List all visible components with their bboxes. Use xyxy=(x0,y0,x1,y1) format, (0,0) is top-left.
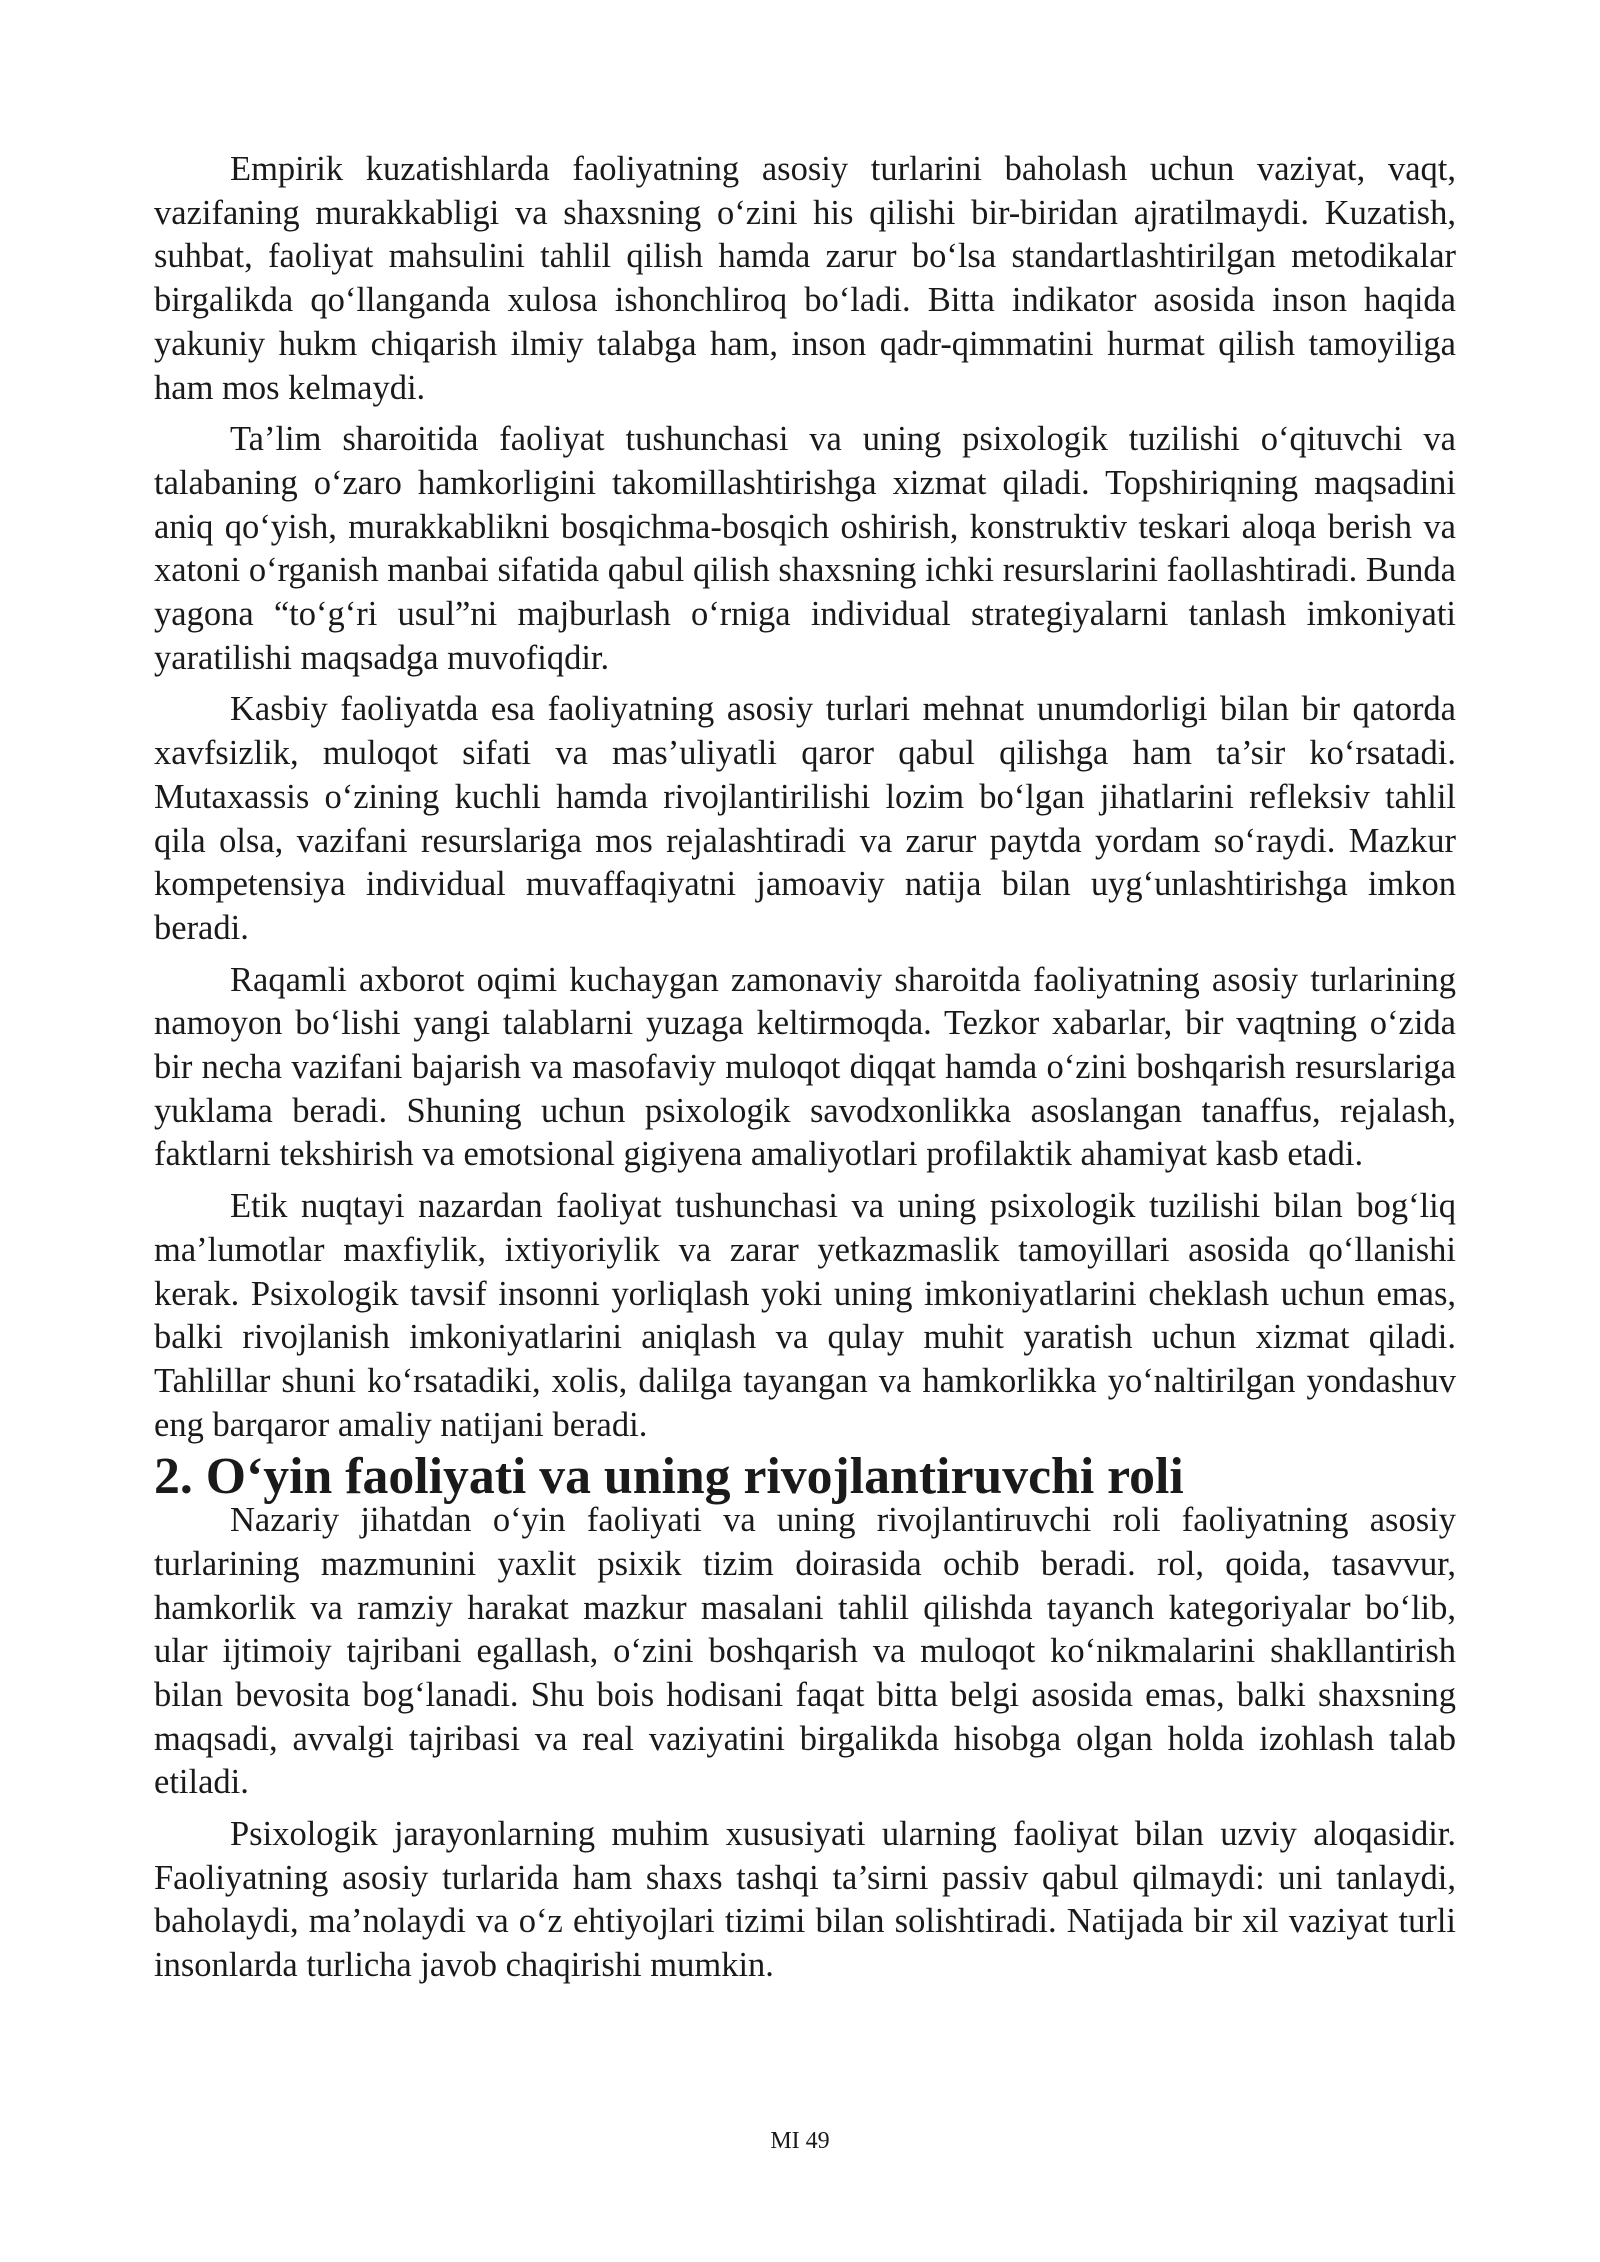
paragraph-ethics: Etik nuqtayi nazardan faoliyat tushunchasi va uning psixologik tuzilishi bilan bog‘liq ma’lumotlar maxfiylik, ixtiyoriylik va zarar yetkazmaslik tamoyillari asosida qo‘llanishi kerak. Psixologik tavsif insonni yorliqlash yoki uning imkoniyatlarini cheklash uchun emas, balki rivojlanish imkoniyatlarini aniqlash va qulay muhit yaratish uchun xizmat qiladi. Tahlillar shuni ko‘rsatadiki, xolis, dalilga tayangan va hamkorlikka yo‘naltirilgan yondashuv eng barqaror amaliy natijani beradi. xyxy=(154,1187,1456,1444)
page-number: MI 49 xyxy=(770,2128,830,2154)
page-body xyxy=(154,148,1456,1996)
paragraph-play-theory: Nazariy jihatdan o‘yin faoliyati va uning rivojlantiruvchi roli faoliyatning asosiy turlarining mazmunini yaxlit psixik tizim doirasida ochib beradi. rol, qoida, tasavvur, hamkorlik va ramziy harakat mazkur masalani tahlil qilishda tayanch kategoriyalar bo‘lib, ular ijtimoiy tajribani egallash, o‘zini boshqarish va muloqot ko‘nikmalarini shakllantirish bilan bevosita bog‘lanadi. Shu bois hodisani faqat bitta belgi asosida emas, balki shaxsning maqsadi, avvalgi tajribasi va real vaziyatini birgalikda hisobga olgan holda izohlash talab etiladi. xyxy=(154,1501,1456,1802)
paragraph-education-context: Ta’lim sharoitida faoliyat tushunchasi va uning psixologik tuzilishi o‘qituvchi va talabaning o‘zaro hamkorligini takomillashtirishga xizmat qiladi. Topshiriqning maqsadini aniq qo‘yish, murakkablikni bosqichma-bosqich oshirish, konstruktiv teskari aloqa berish va xatoni o‘rganish manbai sifatida qabul qilish shaxsning ichki resurslarini faollashtiradi. Bunda yagona “to‘g‘ri usul”ni majburlash o‘rniga individual strategiyalarni tanlash imkoniyati yaratilishi maqsadga muvofiqdir. xyxy=(154,420,1456,677)
paragraph-empirical-observation: Empirik kuzatishlarda faoliyatning asosiy turlarini baholash uchun vaziyat, vaqt, vazifaning murakkabligi va shaxsning o‘zini his qilishi bir-biridan ajratilmaydi. Kuzatish, suhbat, faoliyat mahsulini tahlil qilish hamda zarur bo‘lsa standartlashtirilgan metodikalar birgalikda qo‘llanganda xulosa ishonchliroq bo‘ladi. Bitta indikator asosida inson haqida yakuniy hukm chiqarish ilmiy talabga ham, inson qadr-qimmatini hurmat qilish tamoyiliga ham mos kelmaydi. xyxy=(154,150,1456,407)
section-heading: 2. O‘yin faoliyati va uning rivojlantiruvchi roli xyxy=(154,1448,1184,1506)
paragraph-digital-information: Raqamli axborot oqimi kuchaygan zamonaviy sharoitda faoliyatning asosiy turlarining namoyon bo‘lishi yangi talablarni yuzaga keltirmoqda. Tezkor xabarlar, bir vaqtning o‘zida bir necha vazifani bajarish va masofaviy muloqot diqqat hamda o‘zini boshqarish resurslariga yuklama beradi. Shuning uchun psixologik savodxonlikka asoslangan tanaffus, rejalash, faktlarni tekshirish va emotsional gigiyena amaliyotlari profilaktik ahamiyat kasb etadi. xyxy=(154,960,1456,1174)
paragraph-professional-activity: Kasbiy faoliyatda esa faoliyatning asosiy turlari mehnat unumdorligi bilan bir qatorda xavfsizlik, muloqot sifati va mas’uliyatli qaror qabul qilishga ham ta’sir ko‘rsatadi. Mutaxassis o‘zining kuchli hamda rivojlantirilishi lozim bo‘lgan jihatlarini refleksiv tahlil qila olsa, vazifani resurslariga mos rejalashtiradi va zarur paytda yordam so‘raydi. Mazkur kompetensiya individual muvaffaqiyatni jamoaviy natija bilan uyg‘unlashtirishga imkon beradi. xyxy=(154,690,1456,947)
paragraph-psychological-processes: Psixologik jarayonlarning muhim xususiyati ularning faoliyat bilan uzviy aloqasidir. Faoliyatning asosiy turlarida ham shaxs tashqi ta’sirni passiv qabul qilmaydi: uni tanlaydi, baholaydi, ma’nolaydi va o‘z ehtiyojlari tizimi bilan solishtiradi. Natijada bir xil vaziyat turli insonlarda turlicha javob chaqirishi mumkin. xyxy=(154,1815,1456,1985)
